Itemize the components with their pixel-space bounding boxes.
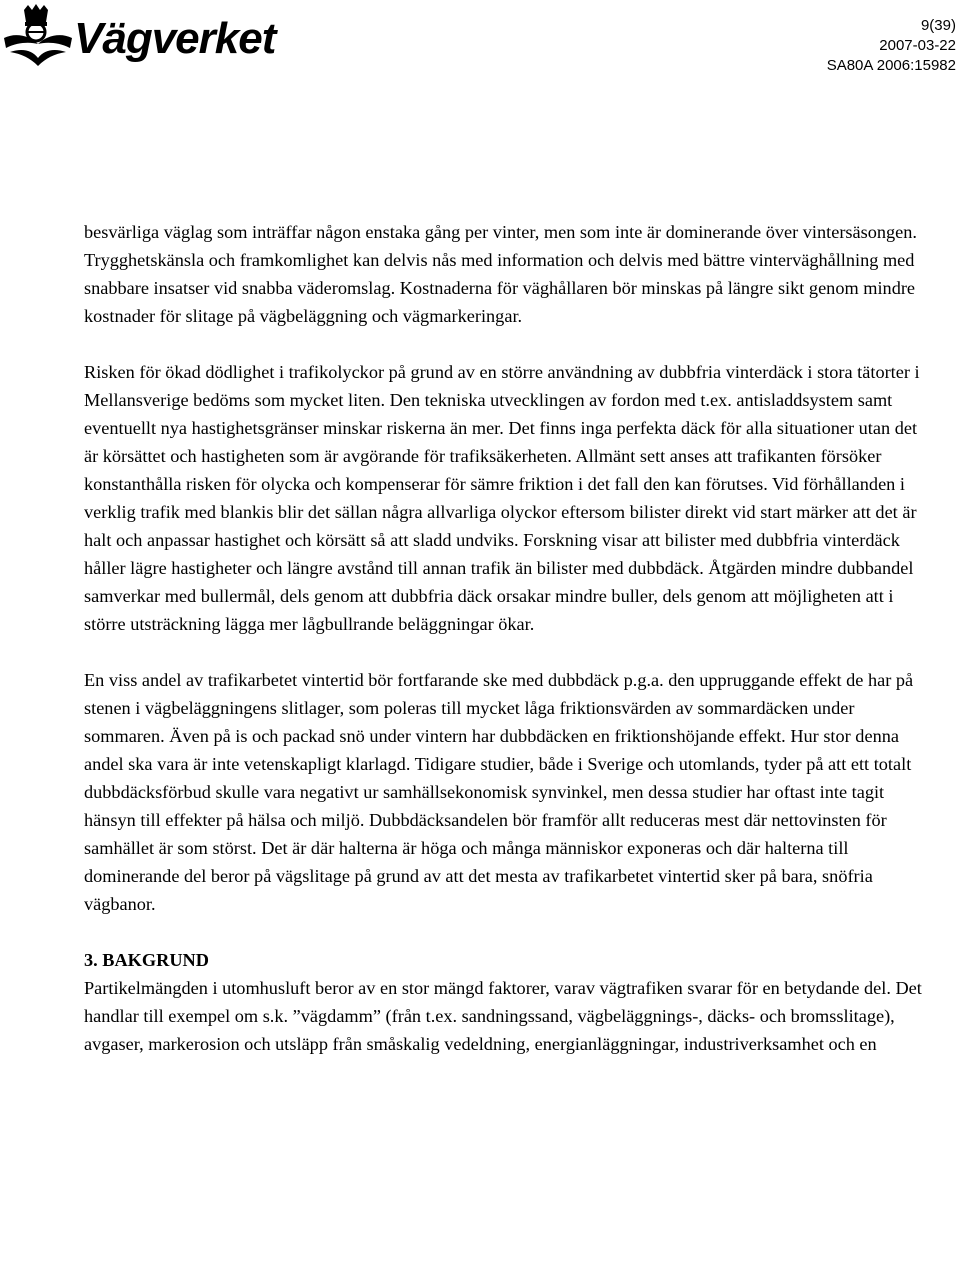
vagverket-logo — [2, 2, 292, 70]
body-paragraph: Risken för ökad dödlighet i trafikolyckor på grund av en större användning av dubbfria vinterdäck i stora tätorter i Mellansverige bedöms som mycket liten. Den tekniska utvecklingen av fordon med t.ex. antisladdsystem samt eventuellt nya hastighetsgränser minskar riskerna än mer. Det finns inga perfekta däck för alla situationer utan det är körsättet och hastigheten som är avgörande för trafiksäkerheten. Allmänt sett anses att trafikanten försöker konstanthålla risken för olycka och kompenserar för sämre friktion i det fall den kan förutses. Vid förhållanden i verklig trafik med blankis blir det sällan några allvarliga olyckor eftersom bilister direkt vid start märker att det är halt och anpassar hastighet och körsätt så att sladd undviks. Forskning visar att bilister med dubbfria vinterdäck håller lägre hastigheter och längre avstånd till annan trafik än bilister med dubbdäck. Åtgärden mindre dubbandel samverkar med bullermål, dels genom att dubbfria däck orsakar mindre buller, dels genom att möjligheten att i större utsträckning lägga mer lågbullrande beläggningar ökar. — [84, 362, 920, 634]
document-id: SA80A 2006:15982 — [826, 57, 956, 74]
document-body — [84, 218, 924, 1058]
brand-name: Vägverket — [74, 14, 276, 63]
body-paragraph: En viss andel av trafikarbetet vintertid bör fortfarande ske med dubbdäck p.g.a. den uppruggande effekt de har på stenen i vägbeläggningens slitlager, som poleras till mycket låga friktionsvärden av sommardäcken under sommaren. Även på is och packad snö under vintern har dubbdäcken en friktionshöjande effekt. Hur stor denna andel ska vara är inte vetenskapligt klarlagd. Tidigare studier, både i Sverige och utomlands, tyder på att ett totalt dubbdäcksförbud skulle vara negativt ur samhällsekonomisk synvinkel, men dessa studier har oftast inte tagit hänsyn till effekter på hälsa och miljö. Dubbdäcksandelen bör framför allt reduceras mest där nettovinsten för samhället är som störst. Det är där halterna är höga och många människor exponeras och där halterna till dominerande del beror på vägslitage på grund av att det mesta av trafikarbetet vintertid sker på bara, snöfria vägbanor. — [84, 670, 914, 914]
page-header — [0, 0, 960, 90]
crown-logo-icon — [2, 2, 74, 70]
document-meta — [827, 16, 956, 76]
document-date: 2007-03-22 — [879, 37, 956, 54]
body-paragraph: besvärliga väglag som inträffar någon enstaka gång per vinter, men som inte är dominerande över vintersäsongen. Trygghetskänsla och framkomlighet kan delvis nås med information och delvis med bättre vinterväghållning med snabbare insatser vid snabba väderomslag. Kostnaderna för väghållaren bör minskas på längre sikt genom mindre kostnader för slitage på vägbeläggning och vägmarkeringar. — [84, 222, 917, 326]
section-heading: 3. BAKGRUND — [84, 950, 209, 970]
section-paragraph: Partikelmängden i utomhusluft beror av en stor mängd faktorer, varav vägtrafiken svarar för en betydande del. Det handlar till exempel om s.k. ”vägdamm” (från t.ex. sandningssand, vägbeläggnings-, däcks- och bromsslitage), avgaser, markerosion och utsläpp från småskalig vedeldning, energianläggningar, industriverksamhet och en — [84, 978, 922, 1054]
page-number: 9(39) — [920, 17, 956, 34]
